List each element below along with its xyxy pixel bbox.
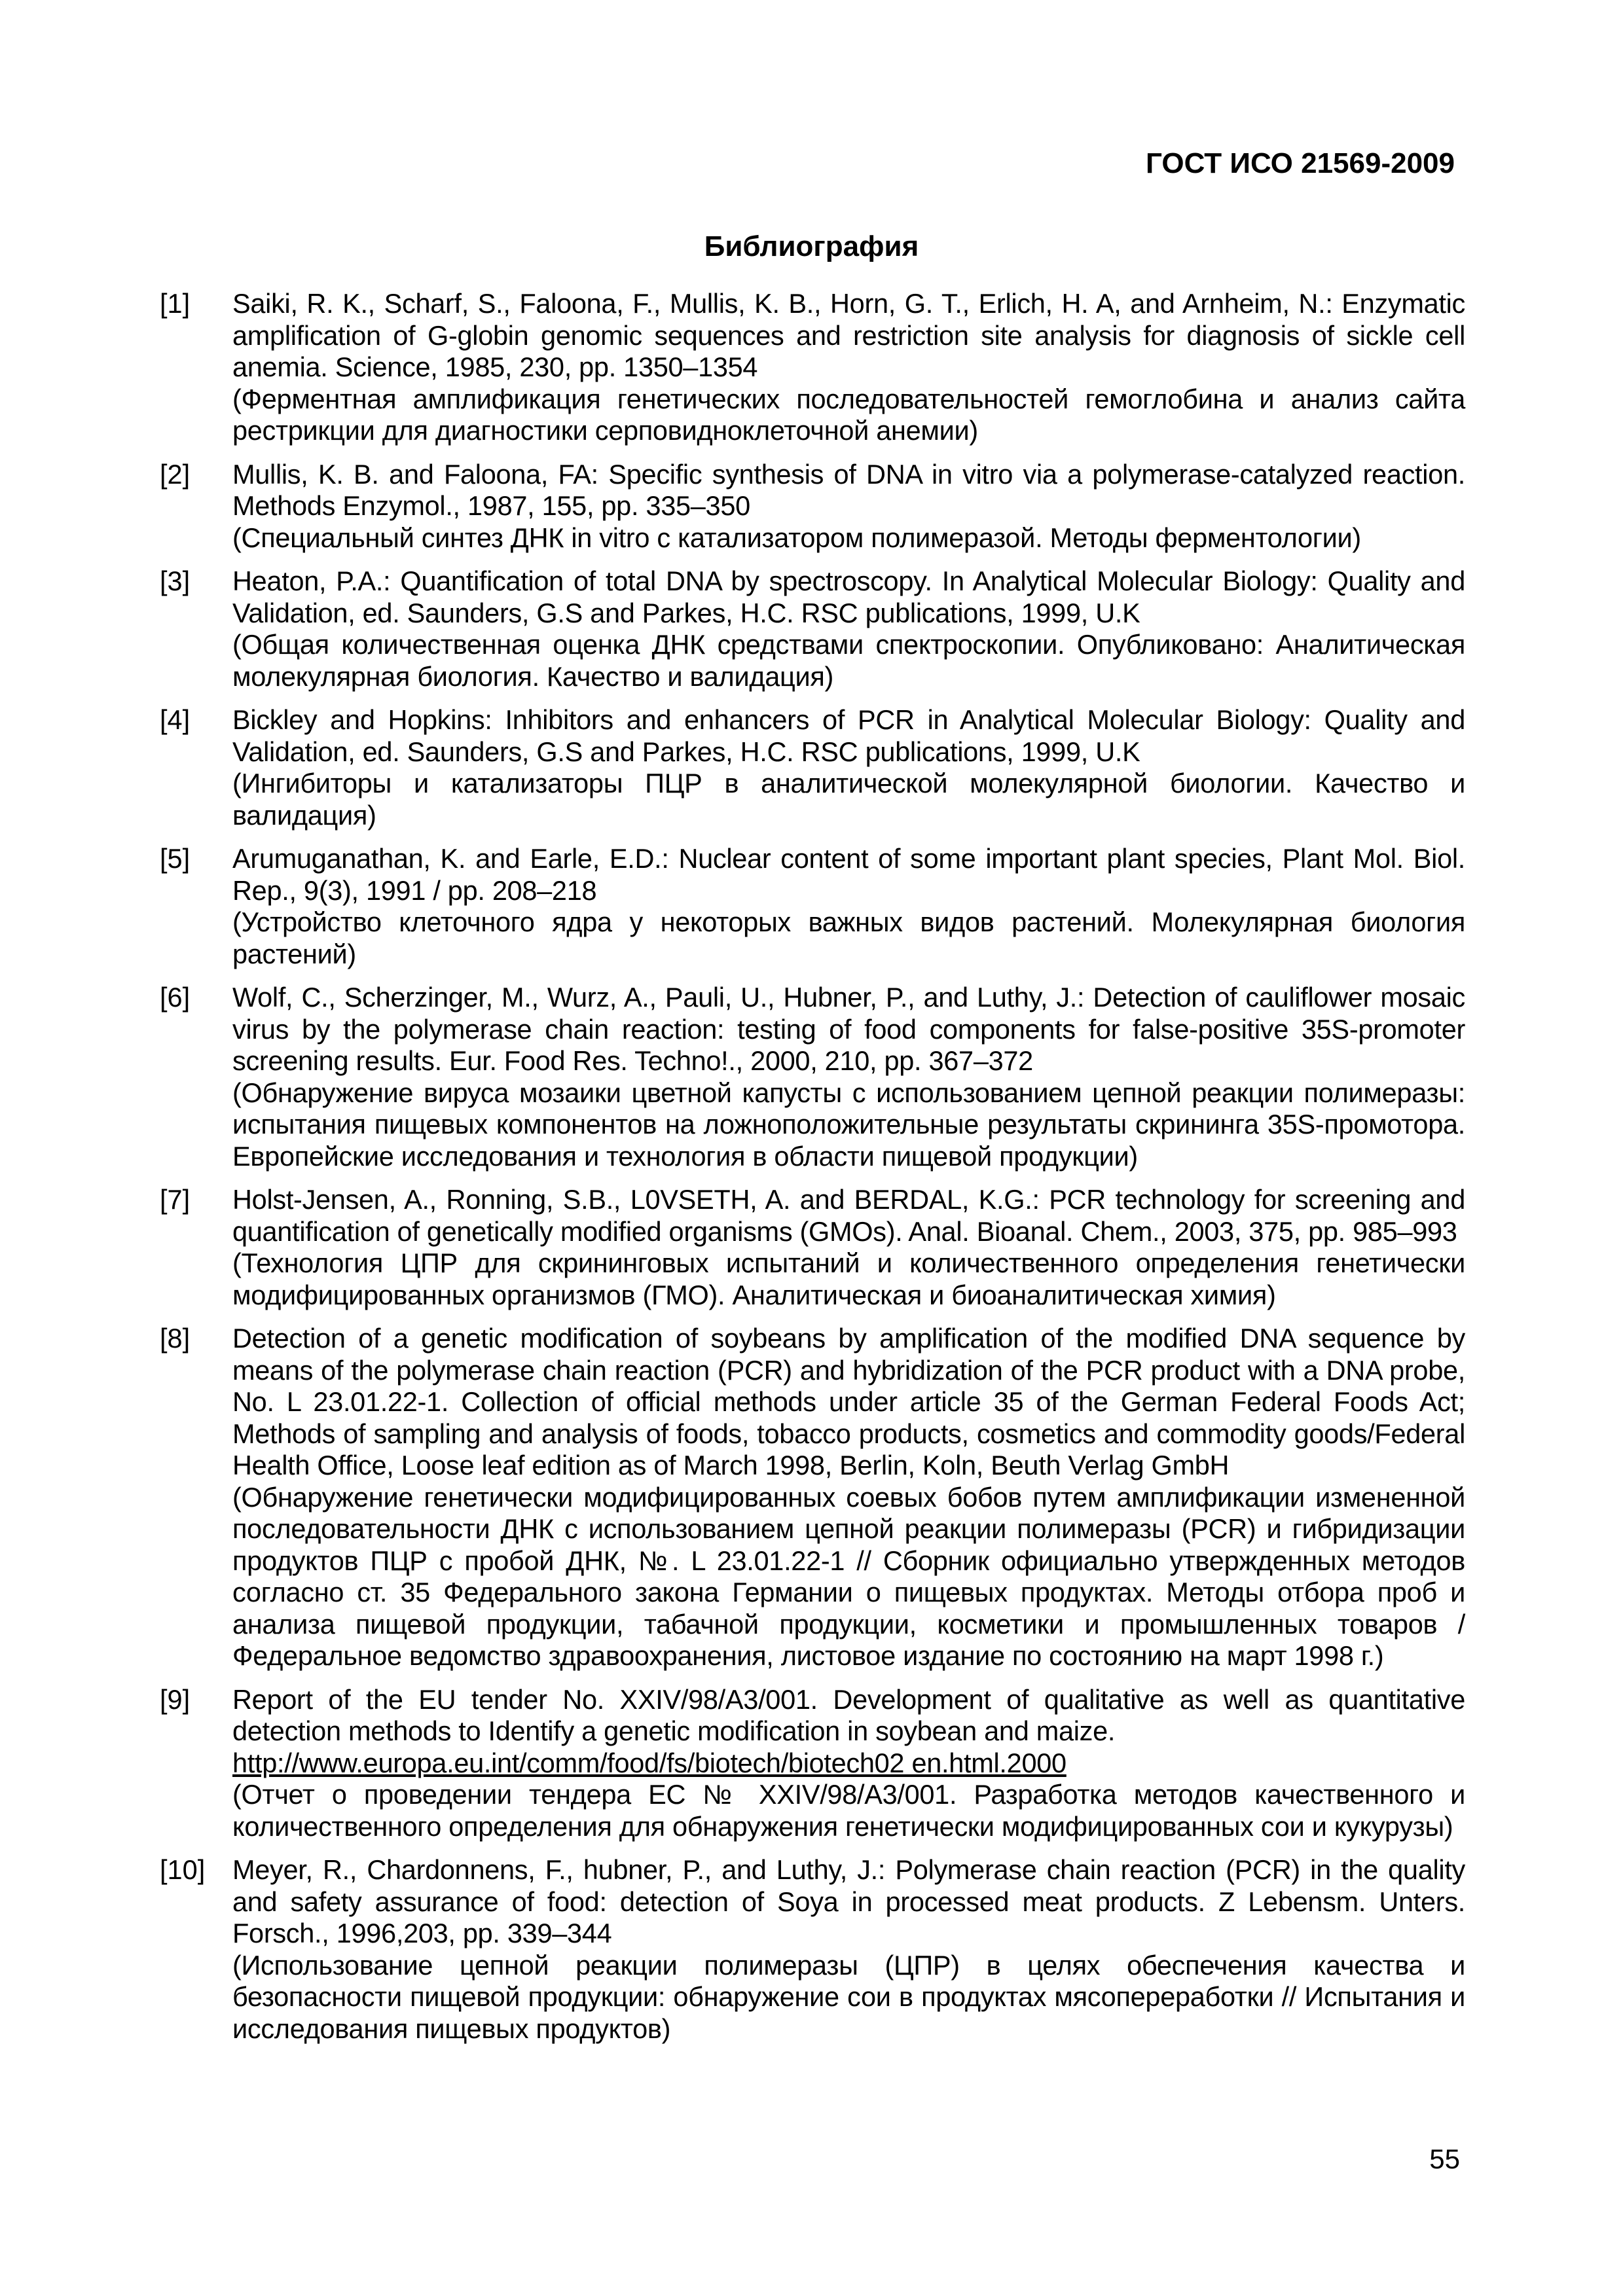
reference-translation: (Технология ЦПР для скрининговых испытаний и количественного определения генетически модифицированных организмов (ГМО). Аналитическая и биоаналитическая химия) bbox=[232, 1247, 1465, 1310]
reference-item bbox=[160, 982, 1465, 1172]
reference-citation: Wolf, C., Scherzinger, M., Wurz, A., Pauli, U., Hubner, P., and Luthy, J.: Detection of cauliflower mosaic virus by the polymerase chain reaction: testing of food components for false-positive 35S-promoter screening results. Eur. Food Res. Techno!., 2000, 210, pp. 367–372 bbox=[232, 982, 1465, 1076]
bibliography-title: Библиография bbox=[704, 230, 919, 262]
document-header: ГОСТ ИСО 21569-2009 bbox=[1145, 147, 1455, 179]
reference-item bbox=[160, 1684, 1465, 1843]
reference-translation: (Ферментная амплификация генетических последовательностей гемоглобина и анализ сайта рестрикции для диагностики серповидноклеточной анемии) bbox=[232, 383, 1465, 446]
reference-translation: (Общая количественная оценка ДНК средствами спектроскопии. Опубликовано: Аналитическая молекулярная биология. Качество и валидация) bbox=[232, 629, 1465, 692]
reference-citation: Heaton, P.A.: Quantification of total DNA by spectroscopy. In Analytical Molecular Biology: Quality and Validation, ed. Saunders, G.S and Parkes, H.C. RSC publications, 1999, U.K bbox=[232, 565, 1465, 628]
reference-translation: (Отчет о проведении тендера ЕС № XXIV/98/A3/001. Разработка методов качественного и количественного определения для обнаружения генетически модифицированных сои и кукурузы) bbox=[232, 1779, 1465, 1842]
reference-number: [4] bbox=[160, 704, 191, 735]
reference-translation: (Использование цепной реакции полимеразы (ЦПР) в целях обеспечения качества и безопасности пищевой продукции: обнаружение сои в продуктах мясопереработки // Испытания и исследования пищевых продуктов) bbox=[232, 1949, 1465, 2044]
reference-translation: (Обнаружение генетически модифицированных соевых бобов путем амплификации измененной последовательности ДНК с использованием цепной реакции полимеразы (PCR) и гибридизации продуктов ПЦР с пробой ДНК, №. L 23.01.22-1 // Сборник официально утвержденных методов согласно ст. 35 Федерального закона Германии о пищевых продуктах. Методы отбора проб и анализа пищевой продукции, табачной продукции, косметики и промышленных товаров / Федеральное ведомство здравоохранения, листовое издание по состоянию на март 1998 г.) bbox=[232, 1481, 1465, 1671]
reference-item bbox=[160, 843, 1465, 970]
page-number: 55 bbox=[1429, 2144, 1460, 2174]
reference-translation: (Устройство клеточного ядра у некоторых важных видов растений. Молекулярная биология растений) bbox=[232, 906, 1465, 969]
reference-number: [8] bbox=[160, 1323, 191, 1354]
reference-item bbox=[160, 1854, 1465, 2045]
reference-number: [9] bbox=[160, 1683, 191, 1715]
reference-url-link[interactable]: http://www.europa.eu.int/comm/food/fs/biotech/biotech02 en.html.2000 bbox=[232, 1747, 1067, 1778]
reference-number: [5] bbox=[160, 843, 191, 874]
reference-number: [6] bbox=[160, 982, 191, 1013]
reference-number: [3] bbox=[160, 565, 191, 596]
reference-item bbox=[160, 1323, 1465, 1672]
reference-citation: Detection of a genetic modification of soybeans by amplification of the modified DNA sequence by means of the polymerase chain reaction (PCR) and hybridization of the PCR product with a DNA probe, No. L 23.01.22-1. Collection of official methods under article 35 of the German Federal Foods Act; Methods of sampling and analysis of foods, tobacco products, cosmetics and commodity goods/Federal Health Office, Loose leaf edition as of March 1998, Berlin, Koln, Beuth Verlag GmbH bbox=[232, 1323, 1465, 1480]
reference-citation: Meyer, R., Chardonnens, F., hubner, P., and Luthy, J.: Polymerase chain reaction (PCR) in the quality and safety assurance of food: detection of Soya in processed meat products. Z Lebensm. Unters. Forsch., 1996,203, pp. 339–344 bbox=[232, 1854, 1465, 1948]
reference-item bbox=[160, 565, 1465, 692]
reference-translation: (Обнаружение вируса мозаики цветной капусты с использованием цепной реакции полимеразы: испытания пищевых компонентов на ложноположительные результаты скрининга 35S-промотора. Европейские исследования и технология в области пищевой продукции) bbox=[232, 1077, 1465, 1172]
reference-translation: (Ингибиторы и катализаторы ПЦР в аналитической молекулярной биологии. Качество и валидация) bbox=[232, 768, 1465, 831]
reference-number: [2] bbox=[160, 458, 191, 490]
reference-list bbox=[160, 288, 1465, 2056]
reference-item bbox=[160, 1184, 1465, 1311]
reference-number: [1] bbox=[160, 288, 191, 319]
reference-number: [7] bbox=[160, 1184, 191, 1215]
reference-citation: Arumuganathan, K. and Earle, E.D.: Nuclear content of some important plant species, Plant Mol. Biol. Rep., 9(3), 1991 / pp. 208–218 bbox=[232, 843, 1465, 906]
reference-citation: Bickley and Hopkins: Inhibitors and enhancers of PCR in Analytical Molecular Biology: Quality and Validation, ed. Saunders, G.S and Parkes, H.C. RSC publications, 1999, U.K bbox=[232, 704, 1465, 767]
reference-citation: Mullis, K. B. and Faloona, FA: Specific synthesis of DNA in vitro via a polymerase-catalyzed reaction. Methods Enzymol., 1987, 155, pp. 335–350 bbox=[232, 458, 1465, 521]
reference-citation: Holst-Jensen, A., Ronning, S.B., L0VSETH, A. and BERDAL, K.G.: PCR technology for screening and quantification of genetically modified organisms (GMOs). Anal. Bioanal. Chem., 2003, 375, pp. 985–993 bbox=[232, 1184, 1465, 1247]
reference-citation: Saiki, R. K., Scharf, S., Faloona, F., Mullis, K. B., Horn, G. T., Erlich, H. A, and Arnheim, N.: Enzymatic amplification of G-globin genomic sequences and restriction site analysis for diagnosis of sickle cell anemia. Science, 1985, 230, pp. 1350–1354 bbox=[232, 288, 1465, 382]
reference-number: [10] bbox=[160, 1854, 206, 1885]
reference-citation: Report of the EU tender No. XXIV/98/A3/001. Development of qualitative as well as quantitative detection methods to Identify a genetic modification in soybean and maize. bbox=[232, 1683, 1465, 1746]
reference-item bbox=[160, 704, 1465, 831]
reference-translation: (Специальный синтез ДНК in vitro с катализатором полимеразой. Методы ферментологии) bbox=[232, 522, 1361, 553]
reference-item bbox=[160, 459, 1465, 554]
reference-item bbox=[160, 288, 1465, 447]
